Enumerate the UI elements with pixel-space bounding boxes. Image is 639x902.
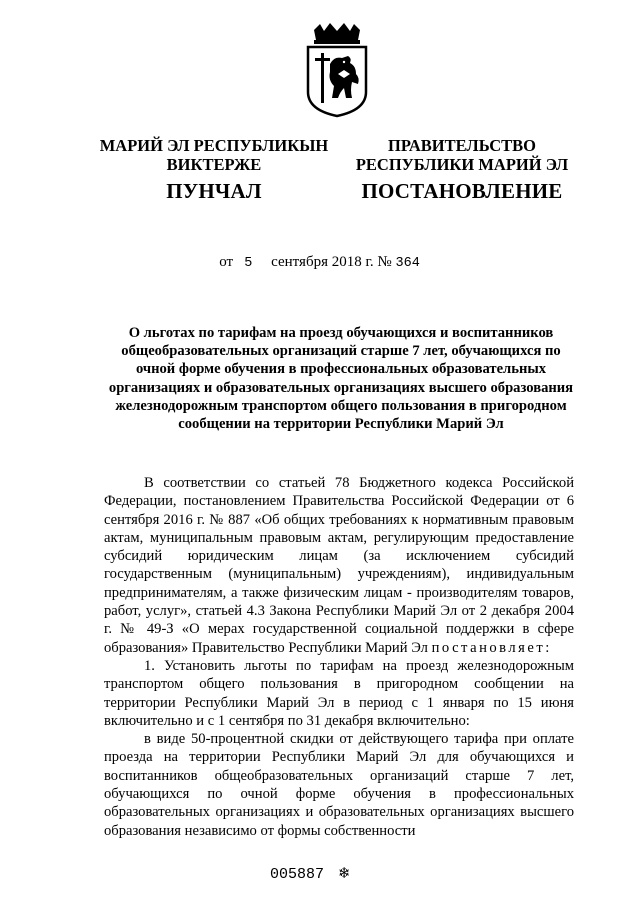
header-left-block [96,136,332,201]
header-left-line2: ВИКТЕРЖЕ [166,155,262,174]
document-title: О льготах по тарифам на проезд обучающихся и воспитанников общеобразовательных организаций старше 7 лет, обучающихся по очной форме обучения в профессиональных образовательных организациях и образовательных организациях высшего образования железнодорожным транспортом общего пользования в пригородном сообщении на территории Республики Марий Эл [108,325,574,433]
header-right-block [352,136,572,201]
body-paragraph-1-text: В соответствии со статьей 78 Бюджетного кодекса Российской Федерации, постановлением Правительства Российской Федерации от 6 сентября 2016 г. № 887 «Об общих требованиях к нормативным правовым актам, муниципальным правовым актам, регулирующим предоставление субсидий юридическим лицам (за исключением субсидий государственным (муниципальным) учреждениям), индивидуальным предпринимателям, а также физическим лицам - производителям товаров, работ, услуг», статьей 4.3 Закона Республики Марий Эл от 2 декабря 2004 г. № 49-З «О мерах государственной социальной поддержки в сфере образования» Правительство Республики Марий Эл [104,475,574,656]
document-number: 364 [395,256,420,271]
date-month-year: сентября 2018 г. № [271,254,392,270]
body-paragraph [104,474,574,657]
date-prefix: от [219,254,234,270]
date-day: 5 [244,256,253,271]
header-right-doc-type: ПОСТАНОВЛЕНИЕ [361,179,563,203]
footer-serial [270,864,351,883]
header-right-line1: ПРАВИТЕЛЬСТВО [388,136,536,155]
header-right-line2: РЕСПУБЛИКИ МАРИЙ ЭЛ [355,155,569,174]
body-paragraph-2: 1. Установить льготы по тарифам на проезд железнодорожным транспортом общего пользования в пригородном сообщении на территории Республики Марий Эл в период с 1 января по 15 июня включительно и с 1 сентября по 31 декабря включительно: [104,657,574,729]
date-line [0,254,639,271]
body-paragraph-3: в виде 50-процентной скидки от действующего тарифа при оплате проезда на территории Республики Марий Эл для обучающихся и воспитанников общеобразовательных организаций старше 7 лет, обучающихся по очной форме обучения в профессиональных образовательных организациях и образовательных организациях высшего образования независимо от формы собственности [104,731,574,839]
snowflake-icon: ❄ [338,864,351,882]
header-left-line1: МАРИЙ ЭЛ РЕСПУБЛИКЫН [99,136,329,155]
crown-icon [314,23,360,44]
serial-number: 005887 [270,866,325,883]
header-left-doc-type: ПУНЧАЛ [166,179,262,203]
document-body [104,474,574,840]
resolves-word: постановляет: [431,639,552,656]
coat-of-arms-emblem [300,22,374,118]
